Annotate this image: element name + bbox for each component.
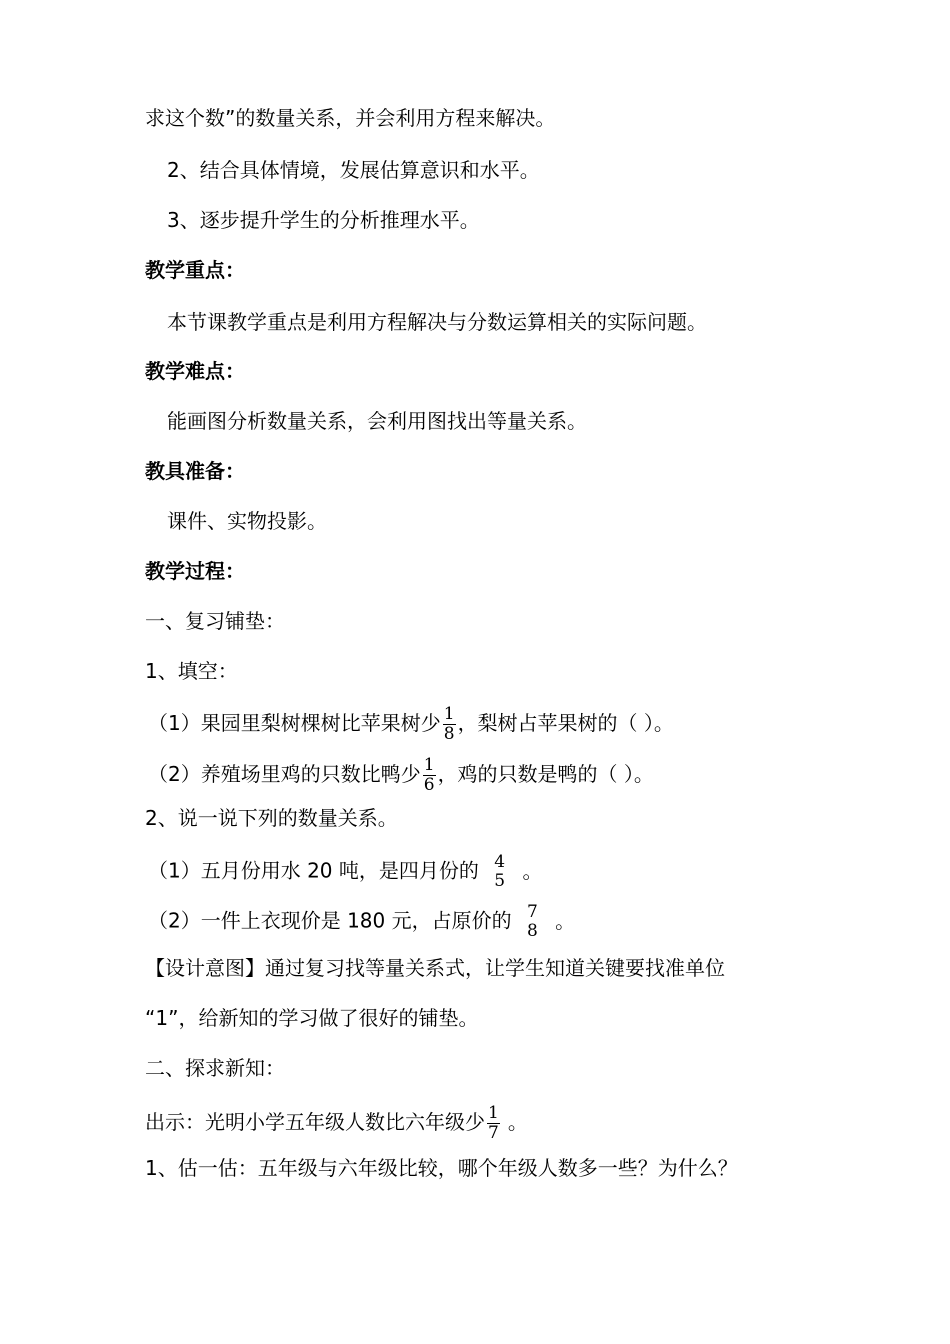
question-1-1: [148, 705, 674, 744]
objective-line-1: 求这个数”的数量关系，并会利用方程来解决。: [145, 106, 556, 130]
section-explore: 二、探求新知：: [145, 1056, 285, 1080]
fraction-one-seventh: $\frac{1}{7}$: [488, 1103, 499, 1143]
question-1-1-text: （1）果园里梨树棵树比苹果树少: [148, 711, 441, 735]
question-1-title: 1、填空：: [145, 659, 238, 683]
question-2-2-text: （2）一件上衣现价是 180 元，占原价的: [148, 908, 512, 933]
fraction-four-fifths: 4 5: [494, 852, 506, 891]
fraction-one-eighth: $\frac{1}{8}$: [443, 704, 455, 744]
question-1-2: [148, 756, 654, 795]
fraction-seven-eighths: 7 8: [526, 902, 538, 941]
question-1-2-text: （2）养殖场里鸡的只数比鸭少: [148, 762, 421, 786]
heading-teaching-process: 教学过程：: [145, 559, 245, 583]
heading-teaching-tools: 教具准备：: [145, 459, 245, 483]
question-2-title: 2、说一说下列的数量关系。: [145, 806, 398, 830]
teaching-tools-text: 课件、实物投影。: [167, 509, 327, 533]
example-shown-end: 。: [507, 1110, 528, 1134]
design-intent-line-1: 【设计意图】通过复习找等量关系式，让学生知道关键要找准单位: [145, 956, 725, 980]
question-2-2: [148, 903, 575, 941]
fraction-one-sixth: $\frac{1}{6}$: [423, 755, 435, 795]
example-shown: [145, 1104, 528, 1143]
objective-line-3: 3、逐步提升学生的分析推理水平。: [167, 208, 480, 232]
question-1-2-blank: ，鸡的只数是鸭的（ ）。: [437, 762, 654, 786]
heading-teaching-focus: 教学重点：: [145, 258, 245, 282]
question-2-1-text: （1）五月份用水 20 吨，是四月份的: [148, 858, 479, 883]
section-review: 一、复习铺垫：: [145, 609, 285, 633]
question-2-1-end: 。: [522, 858, 543, 883]
objective-line-2: 2、结合具体情境，发展估算意识和水平。: [167, 158, 540, 182]
example-shown-text: 出示：光明小学五年级人数比六年级少: [145, 1110, 485, 1134]
design-intent-line-2: “1”，给新知的学习做了很好的铺垫。: [145, 1006, 479, 1030]
heading-teaching-difficulty: 教学难点：: [145, 359, 245, 383]
teaching-focus-text: 本节课教学重点是利用方程解决与分数运算相关的实际问题。: [167, 310, 707, 334]
teaching-difficulty-text: 能画图分析数量关系，会利用图找出等量关系。: [167, 409, 587, 433]
estimate-question: 1、估一估：五年级与六年级比较，哪个年级人数多一些？为什么？: [145, 1156, 738, 1180]
question-2-1: [148, 853, 542, 891]
question-2-2-end: 。: [555, 908, 576, 933]
question-1-1-blank: ，梨树占苹果树的（ ）。: [457, 711, 674, 735]
